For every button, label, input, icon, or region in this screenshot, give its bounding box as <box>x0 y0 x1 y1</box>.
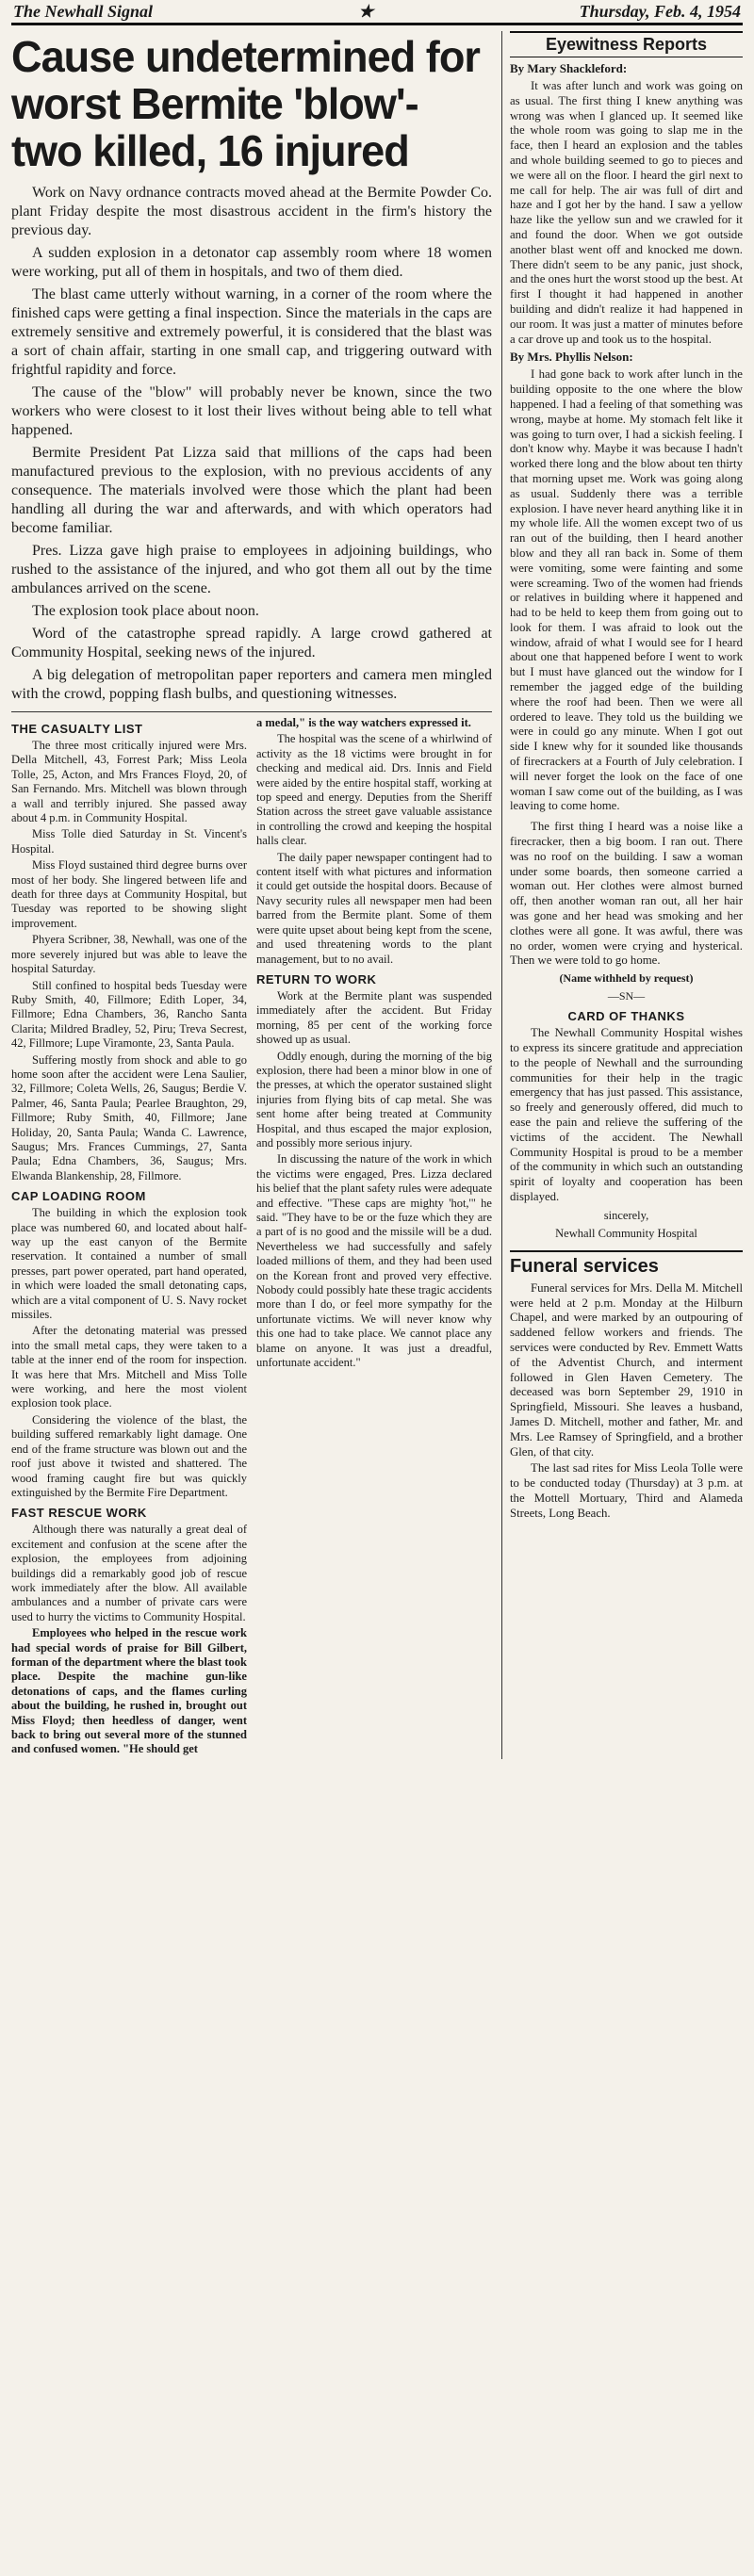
hospital-paragraph: The daily paper newspaper contingent had to content itself with what pictures and information it could get outside the hospital doors. Because of Navy security rules all newspaper men had been barred from the Bermite plant. Some of them were quite upset about being kept from the scene, and used threatening words to the plant management, but to no avail. <box>256 850 492 966</box>
headline-line: two killed, 16 injured <box>11 126 409 175</box>
return-paragraph: Work at the Bermite plant was suspended immediately after the accident. But Friday morning, 85 per cent of the working force showed up as usual. <box>256 988 492 1047</box>
issue-date: Thursday, Feb. 4, 1954 <box>579 1 741 21</box>
casualty-subhead: THE CASUALTY LIST <box>11 722 143 736</box>
lead-paragraph: Word of the catastrophe spread rapidly. A large crowd gathered at Community Hospital, seeking news of the injured. <box>11 626 492 660</box>
casualty-paragraph: Miss Tolle died Saturday in St. Vincent's Hospital. <box>11 827 247 856</box>
sidebar-column <box>501 31 743 1759</box>
main-story <box>11 31 492 1759</box>
return-subhead: RETURN TO WORK <box>256 971 377 986</box>
witness-paragraph: It was after lunch and work was going on as usual. The first thing I knew anything was wrong was when I glanced up. It seemed like the whole room was going to slap me in the face, then I heard an explosion and the tables and whole building seemed to go to pieces and we were all on the floor. I heard the girl next to me call for help. The air was full of dirt and haze and I got her by the hand. I saw a yellow haze like the yellow sun and we crawled for it and found the door. When we got outside another blast went off and knocked me down. There didn't seem to be any panic, just shock, and the ones hurt the worst stood up the best. At first I thought it had happened in another building and didn't realize it had happened in our room. It was just a matter of minutes before a car drove up and took us to the hospital. <box>510 79 743 346</box>
funeral-paragraph: The last sad rites for Miss Leola Tolle were to be conducted today (Thursday) at 3 p.m. at the Mottell Mortuary, Third and Alameda Streets, Long Beach. <box>510 1461 743 1520</box>
witness-paragraph: The first thing I heard was a noise like a firecracker, then a big boom. I ran out. There was no roof on the building. I saw a woman under some boards, then someone carried a woman out. Her clothes were almost burned off, then another woman ran out, all her hair was gone and her head was smoking and her clothes were all gone. It was awful, there was no order, women were crying and hysterical. Then we were told to go home. <box>510 820 743 968</box>
witness-paragraph: I had gone back to work after lunch in the building opposite to the one where the blow happened. I had a feeling of that something was wrong, maybe at home. My stomach felt like it was going to turn over, I had a sickish feeling. I don't know why. Maybe it was because I hadn't worked there long and the blow about ten thirty that morning upset me. Work was going along as usual. Suddenly there was a terrible explosion. I have never heard anything like it in my whole life. All the women except two of us ran out of the building, then I heard another blow and they all ran back in. Some of them were vomiting, some were fainting and some were screaming. Two of the women had friends or relatives in building where it happened and had to be held to keep them from going out to look for them. I was afraid to look out the window, afraid of what I would see for I heard about one that happened before I went to work but I must have glanced out the window for I remember the jagged edge of the building where the roof had been. Then we were all ordered to leave. They told us the building we were in could go any minute. When I got out side I knew why for it sounded like thousands of firecrackers at a Fourth of July celebration. I will never forget the look on the face of one woman I saw come out of the building, as I was leaving to come home. <box>510 367 743 813</box>
funeral-paragraph: Funeral services for Mrs. Della M. Mitchell were held at 2 p.m. Monday at the Hilburn Chapel, and were marked by an outpouring of saddened fellow workers and friends. The services were conducted by Rev. Emmett Watts of the Adventist Church, and interment followed in Glen Haven Cemetery. The deceased was born September 29, 1910 in Springfield, Missouri. She leaves a husband, James D. Mitchell, mother and father, Mr. and Mrs. Lee Ramsey of Springfield, and a brother Glen, of that city. <box>510 1280 743 1459</box>
casualty-paragraph: Phyera Scribner, 38, Newhall, was one of the more severely injured but was able to leave the hospital Saturday. <box>11 933 247 976</box>
cap-room-paragraph: Considering the violence of the blast, the building suffered remarkably light damage. One end of the frame structure was blown out and the roof just above it twisted and shattered. The wood framing caught fire but was quickly extinguished by the Bermite Fire Department. <box>11 1412 247 1499</box>
lead-paragraph: A sudden explosion in a detonator cap assembly room where 18 women were working, put all of them in hospitals, and two of them died. <box>11 245 492 280</box>
cap-room-paragraph: The building in which the explosion took place was numbered 60, and located about half-way up the east canyon of the Bermite reservation. It contained a number of small presses, part power operated, part hand operated, in which were loaded the small detonating caps, which are a vital component of U. S. Navy rocket missiles. <box>11 1206 247 1322</box>
return-paragraph: Oddly enough, during the morning of the big explosion, there had been a minor blow in one of the presses, at which the operator sustained slight injuries from flying bits of cap metal. She was sent home after being treated at Community Hospital, and thus escaped the major explosion, and possibly more serious injury. <box>256 1049 492 1149</box>
byline: By Mrs. Phyllis Nelson: <box>510 350 633 365</box>
eyewitness-heading: Eyewitness Reports <box>510 31 743 57</box>
headline-line: worst Bermite 'blow'- <box>11 79 418 128</box>
cap-room-subhead: CAP LOADING ROOM <box>11 1189 146 1204</box>
lead-story <box>11 184 492 704</box>
name-withheld-note: (Name withheld by request) <box>559 971 694 986</box>
masthead <box>11 0 743 25</box>
section-divider: —SN— <box>607 989 646 1003</box>
rescue-paragraph: Although there was naturally a great deal of excitement and confusion at the scene after the explosion, the employees from adjoining buildings did a remarkably good job of rescue work immediately after the blow. All available ambulances and a number of private cars were used to hurry the victims to Community Hospital. <box>11 1523 247 1623</box>
signoff-line: Newhall Community Hospital <box>555 1226 697 1240</box>
card-of-thanks-heading: CARD OF THANKS <box>567 1009 685 1024</box>
card-paragraph: The Newhall Community Hospital wishes to express its sincere gratitude and appreciation to the people of Newhall and the surrounding communities for their help in the tragic emergency that has just passed. This assistance, so freely and generously offered, did much to ease the pain and relieve the suffering of the victims of the accident. The Newhall Community Hospital is proud to be a member of the community in which such an outstanding spirit of loyalty and cooperation has been displayed. <box>510 1026 743 1203</box>
hospital-paragraph: The hospital was the scene of a whirlwind of activity as the 18 victims were brought in for checking and medical aid. Drs. Innis and Field were aided by the entire hospital staff, working at top speed and energy. Deputies from the Sheriff Station across the street gave valuable assistance in controlling the crowd and keeping the hospital halls clear. <box>256 732 492 848</box>
lead-paragraph: Pres. Lizza gave high praise to employees in adjoining buildings, who rushed to the assistance of the injured, and who got them all out by the time ambulances arrived on the scene. <box>11 543 492 596</box>
casualty-paragraph: Still confined to hospital beds Tuesday were Ruby Smith, 40, Fillmore; Edith Loper, 34, Fillmore; Edna Chambers, 36, Rancho Santa Clarita; Mildred Bradley, 52, Piru; Treva Secrest, 42, Fillmore; Lupe Viramonte, 23, Santa Paula. <box>11 978 247 1051</box>
lead-paragraph: Bermite President Pat Lizza said that millions of the caps had been manufactured previous to the explosion, with no previous accidents of any consequence. The materials involved were those which the plant had been handling all during the war and afterwards, and with which operators had become familiar. <box>11 445 492 536</box>
headline <box>11 33 483 174</box>
star-icon: ★ <box>358 1 374 21</box>
rescue-paragraph: Employees who helped in the rescue work had special words of praise for Bill Gilbert, forman of the department where the blast took place. Despite the machine gun-like detonations of caps, and the flames curling about the building, he rushed in, brought out Miss Floyd; then heedless of danger, went back to bring out several more of the stunned and confused women. "He should get <box>11 1626 247 1756</box>
sincerely-line: sincerely, <box>603 1208 649 1222</box>
casualty-paragraph: Suffering mostly from shock and able to go home soon after the accident were Lena Saulier, 32, Fillmore; Coleta Wells, 26, Saugus; Berdie V. Palmer, 46, Santa Paula; Pearlee Braughton, 29, Fillmore; Ruby Smith, 40, Fillmore; Jane Holiday, 20, Santa Paula; Wanda C. Lawrence, Saugus; Mrs. Frances Cummings, 27, Santa Paula; Edna Chambers, 36, Saugus; Mrs. Elwanda Blankenship, 28, Fillmore. <box>11 1052 247 1182</box>
rescue-subhead: FAST RESCUE WORK <box>11 1506 147 1521</box>
cap-room-paragraph: After the detonating material was pressed into the small metal caps, they were taken to a table at the inner end of the room for inspection. It was here that Mrs. Mitchell and Miss Tolle were working, and here the most violent explosion took place. <box>11 1324 247 1410</box>
column-b <box>256 716 492 1759</box>
byline: By Mary Shackleford: <box>510 61 628 75</box>
paper-name: The Newhall Signal <box>13 1 154 21</box>
lead-paragraph: A big delegation of metropolitan paper reporters and camera men mingled with the crowd, popping flash bulbs, and questioning witnesses. <box>11 667 492 702</box>
return-paragraph: In discussing the nature of the work in which the victims were engaged, Pres. Lizza declared his belief that the plant safety rules were adequate and effective. "These caps are mighty 'hot,'" he said. "They have to be or the fuze which they are a part of is no good and the missile will be a dud. Nevertheless we had successfully and safely loaded millions of them, and they had been used on the Korean front and proved very effective. Nobody could possibly hate these tragic accidents more than I do, or feel more sympathy for the unfortunate victims. We will never know why this one had to take place. We cannot place any blame on anyone. It was just a dreadful, unfortunate accident." <box>256 1152 492 1370</box>
lead-paragraph: Work on Navy ordnance contracts moved ahead at the Bermite Powder Co. plant Friday despite the most disastrous accident in the firm's history the previous day. <box>11 185 492 238</box>
casualty-paragraph: The three most critically injured were Mrs. Della Mitchell, 43, Forrest Park; Miss Leola Tolle, 25, Acton, and Mrs Frances Floyd, 20, of San Fernando. Mrs. Mitchell was blown through a wall and terribly injured. She passed away about 4 p.m. in Community Hospital. <box>11 739 247 825</box>
column-a <box>11 716 247 1759</box>
casualty-paragraph: Miss Floyd sustained third degree burns over most of her body. She lingered between life and death for three days at Community Hospital, but Tuesday was reported to be showing slight improvement. <box>11 858 247 930</box>
headline-line: Cause undetermined for <box>11 32 480 81</box>
continued-quote: a medal," is the way watchers expressed it. <box>256 716 471 729</box>
lead-paragraph: The blast came utterly without warning, in a corner of the room where the finished caps were getting a final inspection. Since the materials in the caps are extremely sensitive and extremely powerful, it is considered that the blast was a sort of chain affair, starting in one small cap, and triggering outward with frightful rapidity and force. <box>11 286 492 378</box>
lead-paragraph: The cause of the "blow" will probably never be known, since the two workers who were closest to it lost their lives without being able to tell what happened. <box>11 384 492 438</box>
funeral-heading: Funeral services <box>510 1250 743 1278</box>
lead-paragraph: The explosion took place about noon. <box>32 603 259 619</box>
